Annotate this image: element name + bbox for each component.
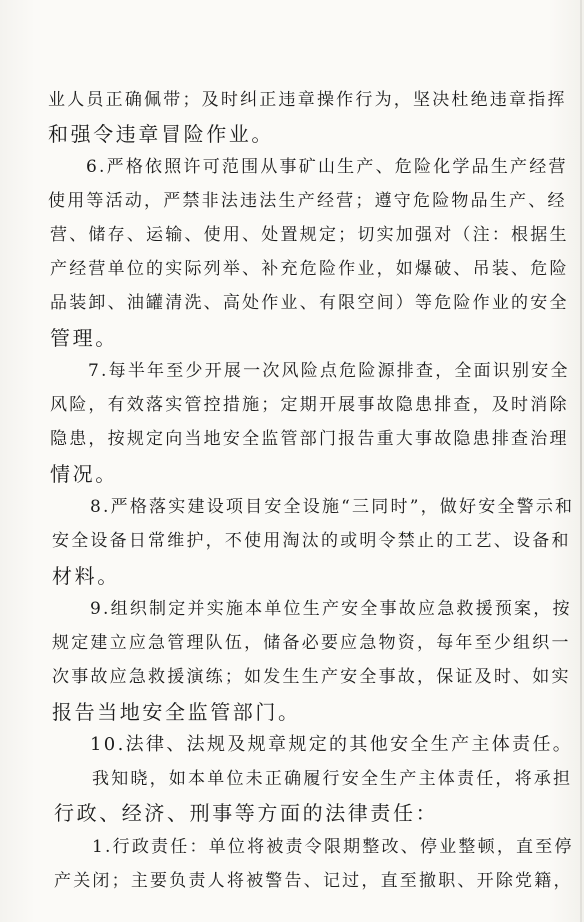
clause-7-line: 风险，有效落实管控措施；定期开展事故隐患排查，及时消除	[50, 395, 569, 415]
clause-6-line: 使用等活动，严禁非法违法生产经营；遵守危险物品生产、经	[48, 191, 567, 211]
clause-6-line: 6.严格依照许可范围从事矿山生产、危险化学品生产经营	[86, 157, 568, 177]
clause-8-line: 材料。	[52, 564, 120, 588]
clause-10-line: 10.法律、法规及规章规定的其他安全生产主体责任。	[90, 734, 574, 755]
clause-8-line: 8.严格落实建设项目安全设施“三同时”，做好安全警示和	[90, 497, 575, 517]
clause-6-line: 品装卸、油罐清洗、高处作业、有限空间）等危险作业的安全	[50, 293, 569, 313]
liability-line: 1.行政责任：单位将被责令限期整改、停业整顿，直至停	[92, 837, 574, 857]
clause-7-line: 隐患，按规定向当地安全监管部门报告重大事故隐患排查治理	[50, 429, 569, 449]
clause-9-line: 规定建立应急管理队伍，储备必要应急物资，每年至少组织一	[52, 633, 571, 653]
body-text-line: 和强令违章冒险作业。	[48, 122, 274, 146]
clause-7-line: 7.每半年至少开展一次风险点危险源排查，全面识别安全	[88, 361, 570, 381]
clause-9-line: 次事故应急救援演练；如发生生产安全事故，保证及时、如实	[52, 667, 571, 687]
clause-7-line: 情况。	[50, 462, 118, 486]
liability-line: 产关闭；主要负责人将被警告、记过，直至撤职、开除党籍，	[54, 871, 573, 891]
acknowledgement-line: 行政、经济、刑事等方面的法律责任：	[54, 801, 439, 825]
clause-8-line: 安全设备日常维护，不使用淘汰的或明令禁止的工艺、设备和	[52, 531, 571, 551]
clause-6-line: 营、储存、运输、使用、处置规定；切实加强对（注：根据生	[50, 225, 569, 245]
page-edge-shadow	[580, 0, 582, 922]
body-text-line: 业人员正确佩带；及时纠正违章操作行为，坚决杜绝违章指挥	[48, 90, 567, 110]
clause-6-line: 产经营单位的实际列举、补充危险作业，如爆破、吊装、危险	[50, 259, 569, 279]
acknowledgement-line: 我知晓，如本单位未正确履行安全生产主体责任，将承担	[92, 769, 573, 789]
clause-9-line: 9.组织制定并实施本单位生产安全事故应急救援预案，按	[90, 599, 572, 619]
clause-6-line: 管理。	[50, 326, 118, 350]
clause-9-line: 报告当地安全监管部门。	[52, 700, 301, 724]
